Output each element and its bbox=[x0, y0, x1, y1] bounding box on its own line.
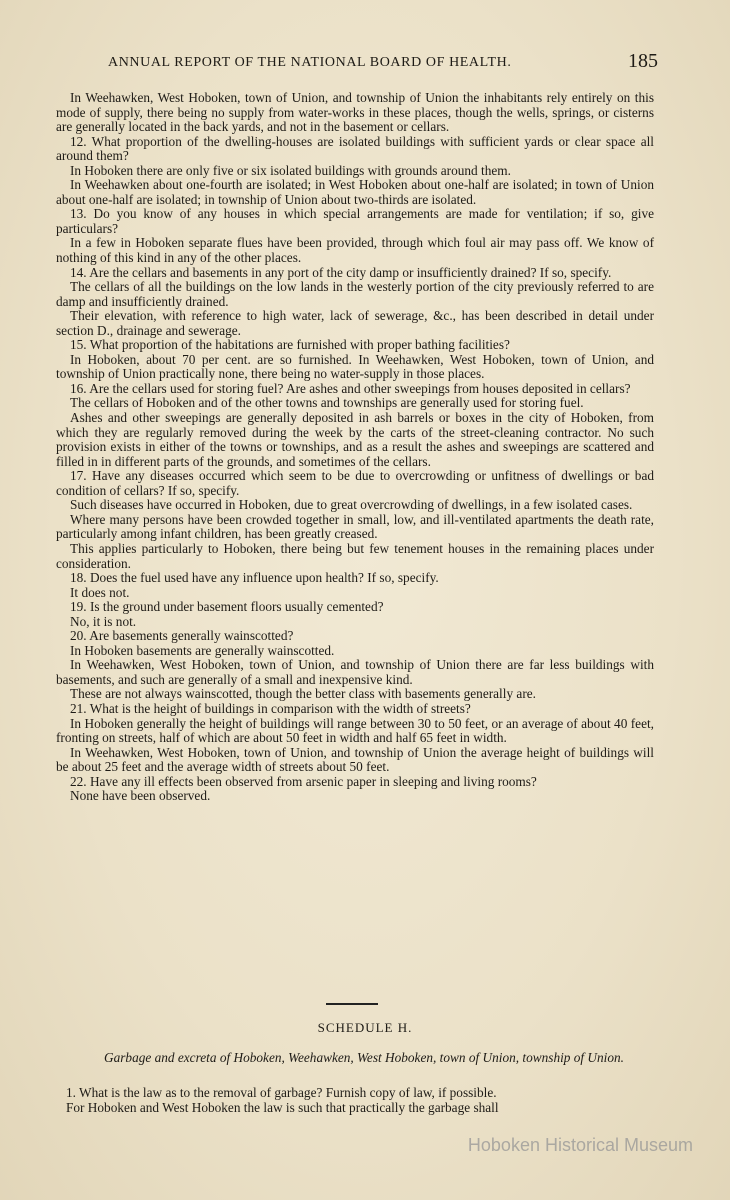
paragraph: No, it is not. bbox=[70, 613, 137, 629]
question-22: 22. Have any ill effects been observed from arsenic paper in sleeping and living rooms? bbox=[70, 773, 537, 789]
paragraph: In Hoboken, about 70 per cent. are so furnished. In Weehawken, West Hoboken, town of Union, and township of Union practically none, there being no water-supply in those places. bbox=[56, 351, 654, 382]
paragraph: This applies particularly to Hoboken, there being but few tenement houses in the remaining places under consideration. bbox=[56, 540, 654, 571]
paragraph: Where many persons have been crowded together in small, low, and ill-ventilated apartments the death rate, particularly among infant children, has been greatly creased. bbox=[56, 511, 654, 542]
question-16: 16. Are the cellars used for storing fuel? Are ashes and other sweepings from houses deposited in cellars? bbox=[70, 380, 631, 396]
paragraph: Such diseases have occurred in Hoboken, due to great overcrowding of dwellings, in a few isolated cases. bbox=[70, 497, 633, 513]
paragraph: In Weehawken about one-fourth are isolated; in West Hoboken about one-half are isolated; in town of Union about one-half are isolated; in township of Union about two-thirds are isolated. bbox=[56, 177, 654, 207]
question-1: 1. What is the law as to the removal of garbage? Furnish copy of law, if possible. bbox=[66, 1085, 497, 1100]
paragraph: In Hoboken basements are generally wainscotted. bbox=[70, 642, 335, 658]
paragraph: It does not. bbox=[70, 584, 130, 600]
schedule-heading: SCHEDULE H. bbox=[317, 1020, 413, 1035]
paragraph: In a few in Hoboken separate flues have been provided, through which foul air may pass off. We know of nothing of this kind in any of the other places. bbox=[56, 235, 654, 266]
page-number: 185 bbox=[628, 50, 658, 72]
question-14: 14. Are the cellars and basements in any port of the city damp or insufficiently drained? If so, specify. bbox=[70, 264, 612, 280]
question-13: 13. Do you know of any houses in which special arrangements are made for ventilation; if so, give particulars? bbox=[56, 206, 654, 236]
paragraph: The cellars of all the buildings on the low lands in the westerly portion of the city previously referred to are damp and insufficiently drained. bbox=[56, 279, 654, 309]
paragraph: These are not always wainscotted, though the better class with basements generally are. bbox=[70, 686, 536, 702]
paragraph: In Weehawken, West Hoboken, town of Union, and township of Union the average height of buildings will be about 25 feet and the average width of streets about 50 feet. bbox=[56, 744, 654, 775]
museum-watermark: Hoboken Historical Museum bbox=[467, 1135, 693, 1155]
header-title: ANNUAL REPORT OF THE NATIONAL BOARD OF HEALTH. bbox=[108, 55, 512, 70]
paragraph: In Weehawken, West Hoboken, town of Union, and township of Union the inhabitants rely entirely on this mode of supply, there being no supply from water-works in these places, though the wells, springs, or cisterns are generally located in the back yards, and not in the basement or cellars. bbox=[56, 90, 654, 135]
paragraph: In Weehawken, West Hoboken, town of Union, and township of Union there are far less buildings with basements, and such are generally of a small and inexpensive kind. bbox=[56, 657, 654, 687]
paragraph: Their elevation, with reference to high water, lack of sewerage, &c., has been described in detail under section D., drainage and sewerage. bbox=[56, 308, 654, 338]
paragraph: None have been observed. bbox=[70, 788, 211, 804]
body-text bbox=[56, 91, 654, 804]
paragraph: In Hoboken there are only five or six isolated buildings with grounds around them. bbox=[70, 162, 511, 178]
running-header bbox=[108, 52, 658, 76]
question-19: 19. Is the ground under basement floors usually cemented? bbox=[70, 599, 384, 615]
schedule-subtitle: Garbage and excreta of Hoboken, Weehawken, West Hoboken, town of Union, township of Union. bbox=[104, 1050, 624, 1065]
question-21: 21. What is the height of buildings in comparison with the width of streets? bbox=[70, 700, 471, 716]
question-20: 20. Are basements generally wainscotted? bbox=[70, 628, 294, 644]
question-12: 12. What proportion of the dwelling-houses are isolated buildings with sufficient yards or clear space all around them? bbox=[56, 133, 654, 164]
question-15: 15. What proportion of the habitations are furnished with proper bathing facilities? bbox=[70, 337, 510, 353]
paragraph: For Hoboken and West Hoboken the law is such that practically the garbage shall bbox=[66, 1099, 499, 1115]
question-17: 17. Have any diseases occurred which seem to be due to overcrowding or unfitness of dwellings or bad condition of cellars? If so, specify. bbox=[56, 468, 654, 498]
paragraph: In Hoboken generally the height of buildings will range between 30 to 50 feet, or an average of about 40 feet, fronting on streets, half of which are about 50 feet in width and half 65 feet in width. bbox=[56, 715, 654, 746]
section-divider bbox=[326, 1003, 378, 1005]
paragraph: The cellars of Hoboken and of the other towns and townships are generally used for storing fuel. bbox=[70, 395, 584, 411]
paragraph: Ashes and other sweepings are generally deposited in ash barrels or boxes in the city of Hoboken, from which they are regularly removed during the week by the carts of the street-cleaning contractor. No such provision exists in either of the towns or townships, and as a result the ashes and sweepings are scattered and filled in in different parts of the grounds, and sometimes of the cellars. bbox=[56, 410, 654, 469]
question-18: 18. Does the fuel used have any influence upon health? If so, specify. bbox=[70, 570, 439, 586]
schedule-body-text bbox=[56, 1086, 654, 1115]
